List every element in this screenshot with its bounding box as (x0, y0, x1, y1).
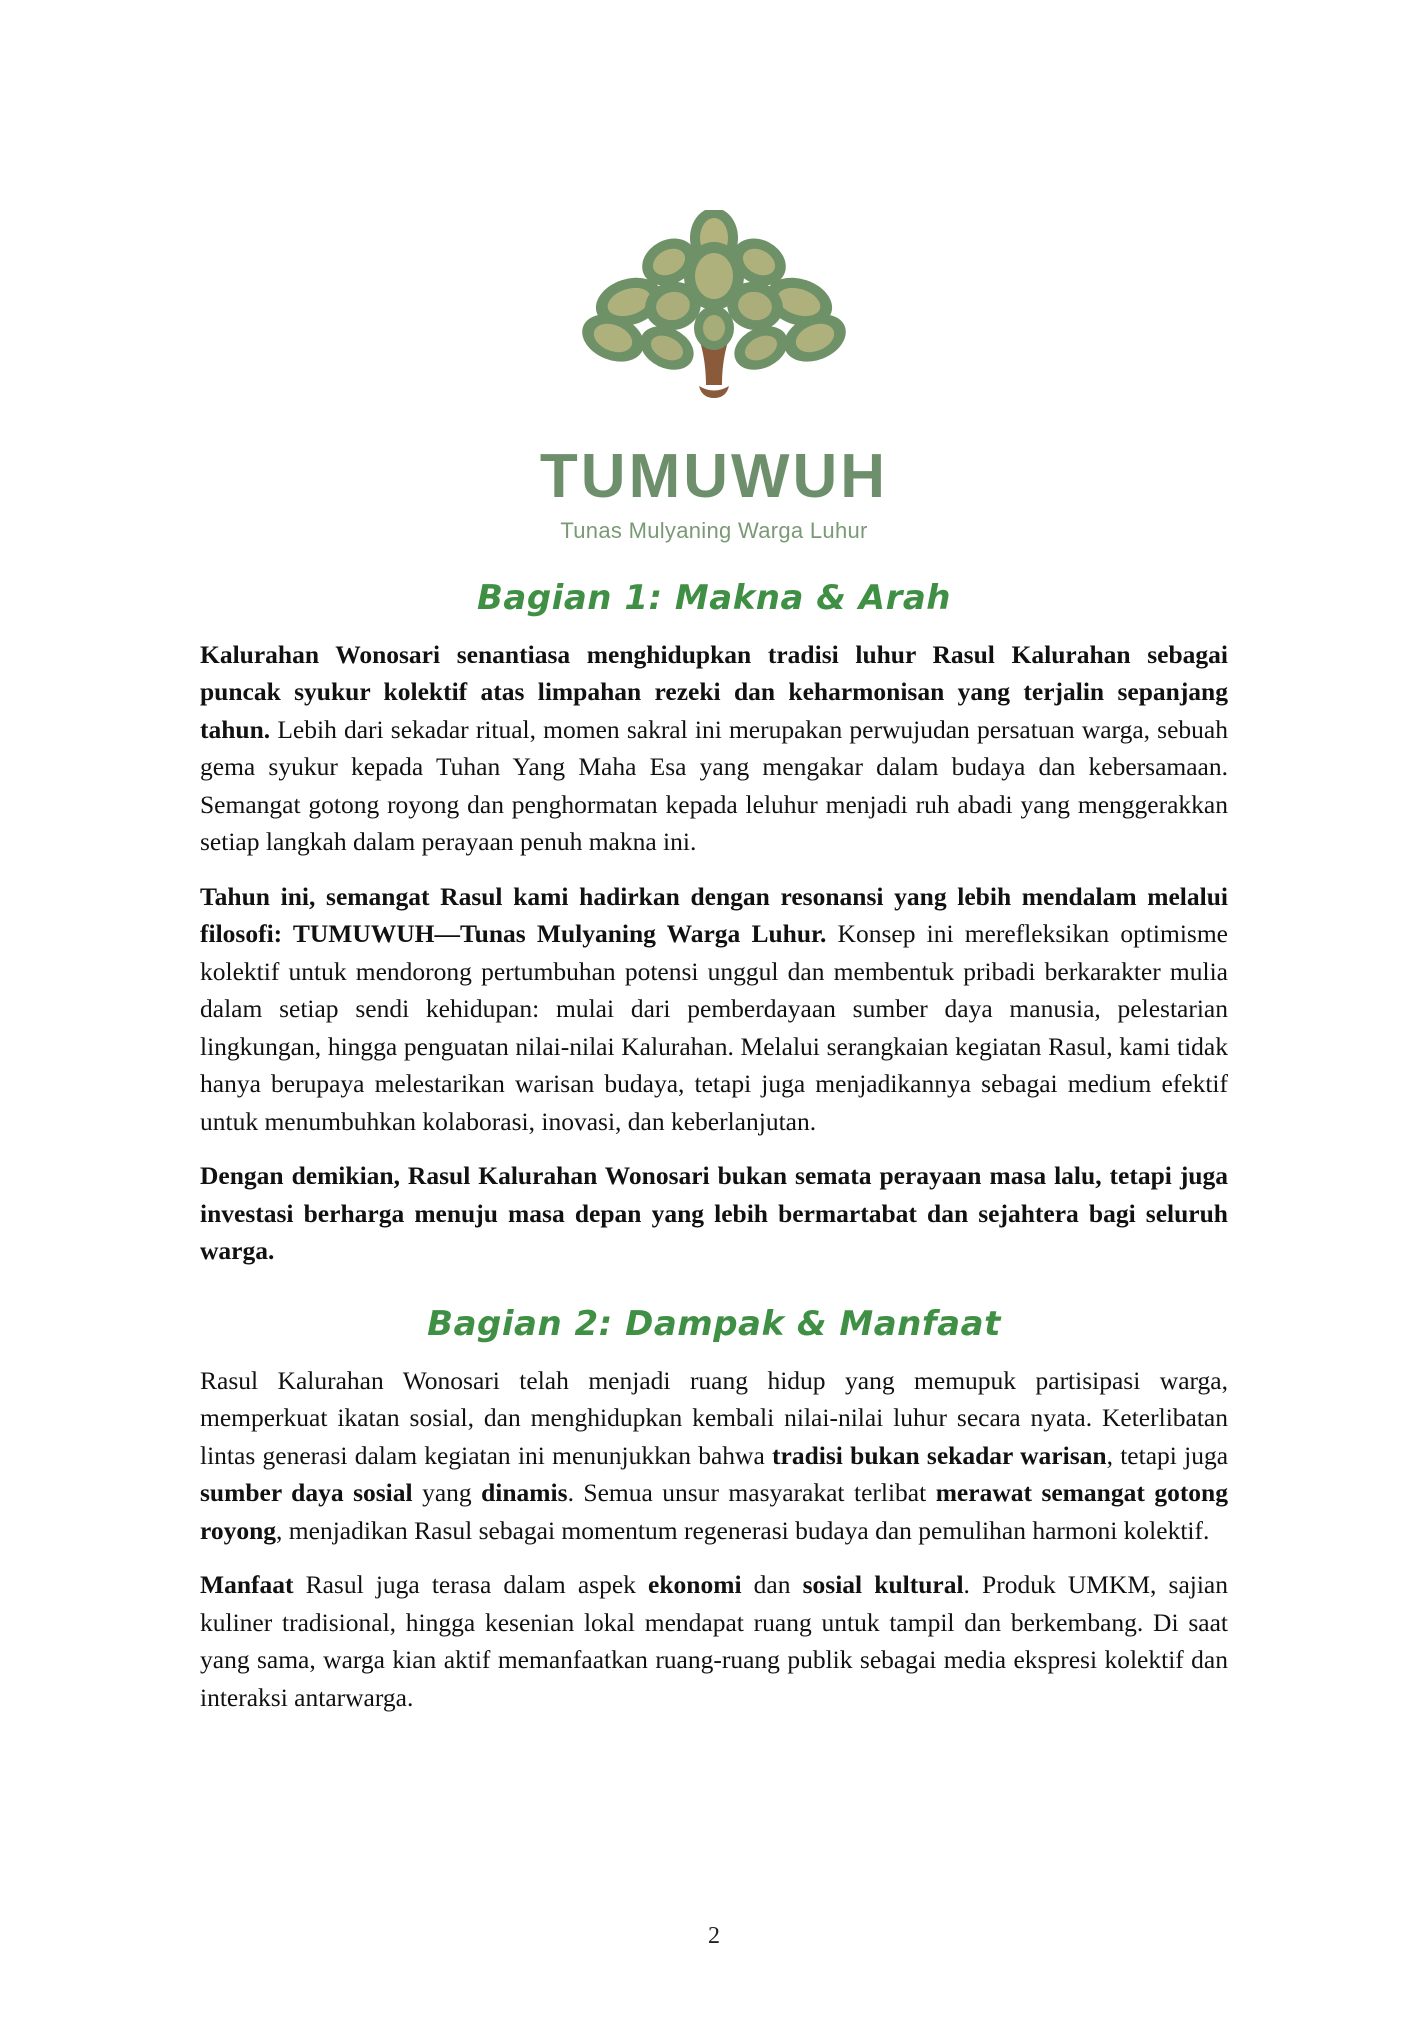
section-2-paragraph-1 (200, 1362, 1228, 1549)
bold-phrase: sumber daya sosial (200, 1478, 413, 1508)
bold-phrase: dinamis (481, 1478, 568, 1508)
body-text: Rasul juga terasa dalam aspek (293, 1570, 649, 1600)
body-text: Konsep ini merefleksikan optimisme kolektif untuk mendorong pertumbuhan potensi unggul dan membentuk pribadi berkarakter mulia dalam setiap sendi kehidupan: mulai dari pemberdayaan sumber daya manusia, pelestarian lingkungan, hingga penguatan nilai-nilai Kalurahan. Melalui serangkaian kegiatan Rasul, kami tidak hanya berupaya melestarikan warisan budaya, tetapi juga menjadikannya sebagai medium efektif untuk menumbuhkan kolaborasi, inovasi, dan keberlanjutan. (200, 919, 1228, 1136)
body-text: Rasul Kalurahan Wonosari telah menjadi ruang hidup yang memupuk partisipasi warga, memperkuat ikatan sosial, dan menghidupkan kembali nilai-nilai luhur secara nyata. Keterlibatan lintas generasi dalam kegiatan ini menunjukkan bahwa (200, 1365, 1228, 1470)
bold-paragraph-text: Dengan demikian, Rasul Kalurahan Wonosari bukan semata perayaan masa lalu, tetapi juga investasi berharga menuju masa depan yang lebih bermartabat dan sejahtera bagi seluruh warga. (200, 1161, 1228, 1266)
body-text: , menjadikan Rasul sebagai momentum regenerasi budaya dan pemulihan harmoni kolektif. (276, 1515, 1210, 1545)
section-1-paragraph-3 (200, 1157, 1228, 1269)
tree-logo-icon (549, 210, 879, 440)
body-text: Lebih dari sekadar ritual, momen sakral ini merupakan perwujudan persatuan warga, sebuah gema syukur kepada Tuhan Yang Maha Esa yang mengakar dalam budaya dan kebersamaan. Semangat gotong royong dan penghormatan kepada leluhur menjadi ruh abadi yang menggerakkan setiap langkah dalam perayaan penuh makna ini. (200, 714, 1228, 857)
bold-phrase: Manfaat (200, 1570, 294, 1600)
bold-phrase: sosial kultural (802, 1570, 964, 1600)
body-text: , tetapi juga (1106, 1440, 1229, 1470)
section-1-paragraph-2 (200, 878, 1228, 1140)
logo-tagline: Tunas Mulyaning Warga Luhur (560, 518, 868, 543)
section-2-paragraph-2 (200, 1566, 1228, 1716)
bold-phrase: ekonomi (648, 1570, 742, 1600)
lead-bold-text: Tahun ini, semangat Rasul kami hadirkan dengan resonansi yang lebih mendalam melalui filosofi: TUMUWUH—Tunas Mulyaning Warga Luhur. (200, 881, 1228, 949)
bold-phrase: tradisi bukan sekadar warisan (772, 1440, 1107, 1470)
body-text: . Produk UMKM, sajian kuliner tradisional, hingga kesenian lokal mendapat ruang untuk tampil dan berkembang. Di saat yang sama, warga kian aktif memanfaatkan ruang-ruang publik sebagai media ekspresi kolektif dan interaksi antarwarga. (200, 1570, 1228, 1712)
logo-wordmark: TUMUWUH (539, 442, 889, 511)
body-text: dan (741, 1570, 803, 1600)
section-1-heading: Bagian 1: Makna & Arah (476, 578, 952, 618)
lead-bold-text: Kalurahan Wonosari senantiasa menghidupkan tradisi luhur Rasul Kalurahan sebagai puncak syukur kolektif atas limpahan rezeki dan keharmonisan yang terjalin sepanjang tahun. (200, 640, 1228, 744)
section-2-heading: Bagian 2: Dampak & Manfaat (427, 1303, 1001, 1344)
body-text: yang (412, 1478, 482, 1508)
body-text: . Semua unsur masyarakat terlibat (567, 1478, 936, 1508)
bold-phrase: merawat semangat gotong royong (200, 1478, 1228, 1545)
logo-block (200, 0, 1228, 544)
page-number: 2 (708, 1923, 720, 1949)
section-1-paragraph-1 (200, 636, 1228, 861)
